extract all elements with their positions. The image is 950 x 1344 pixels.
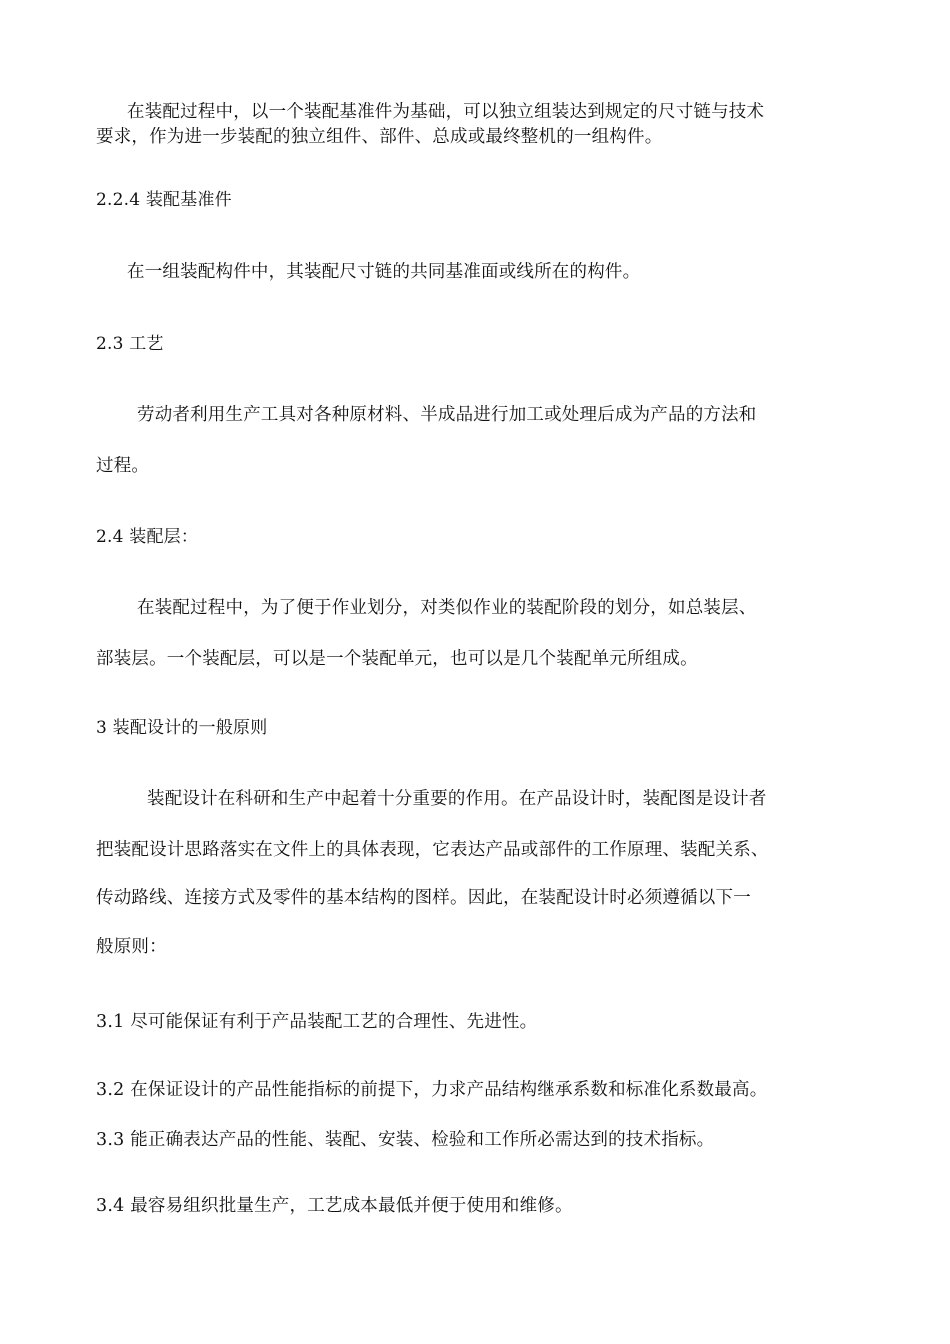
paragraph-line: 要求，作为进一步装配的独立组件、部件、总成或最终整机的一组构件。 <box>96 127 663 147</box>
paragraph-line: 在一组装配构件中，其装配尺寸链的共同基准面或线所在的构件。 <box>127 262 641 282</box>
section-heading-2-2-4: 2.2.4 装配基准件 <box>96 190 232 210</box>
paragraph-line: 部装层。一个装配层，可以是一个装配单元，也可以是几个装配单元所组成。 <box>96 649 698 669</box>
paragraph-line: 劳动者利用生产工具对各种原材料、半成品进行加工或处理后成为产品的方法和 <box>137 405 757 425</box>
paragraph-line: 装配设计在科研和生产中起着十分重要的作用。在产品设计时，装配图是设计者 <box>147 789 767 809</box>
paragraph-line: 把装配设计思路落实在文件上的具体表现，它表达产品或部件的工作原理、装配关系、 <box>96 840 769 860</box>
paragraph-line: 在装配过程中，为了便于作业划分，对类似作业的装配阶段的划分，如总装层、 <box>137 598 757 618</box>
paragraph-line: 般原则： <box>96 937 167 957</box>
principle-3-4: 3.4 最容易组织批量生产，工艺成本最低并便于使用和维修。 <box>96 1196 573 1216</box>
section-heading-2-3: 2.3 工艺 <box>96 334 164 354</box>
section-heading-2-4: 2.4 装配层： <box>96 527 199 547</box>
principle-3-3: 3.3 能正确表达产品的性能、装配、安装、检验和工作所必需达到的技术指标。 <box>96 1130 715 1150</box>
paragraph-line: 过程。 <box>96 456 150 476</box>
principle-3-1: 3.1 尽可能保证有利于产品装配工艺的合理性、先进性。 <box>96 1012 538 1032</box>
paragraph-line: 传动路线、连接方式及零件的基本结构的图样。因此，在装配设计时必须遵循以下一 <box>96 888 751 908</box>
section-heading-3: 3 装配设计的一般原则 <box>96 718 268 738</box>
paragraph-line: 在装配过程中，以一个装配基准件为基础，可以独立组装达到规定的尺寸链与技术 <box>127 102 765 122</box>
principle-3-2: 3.2 在保证设计的产品性能指标的前提下，力求产品结构继承系数和标准化系数最高。 <box>96 1080 768 1100</box>
